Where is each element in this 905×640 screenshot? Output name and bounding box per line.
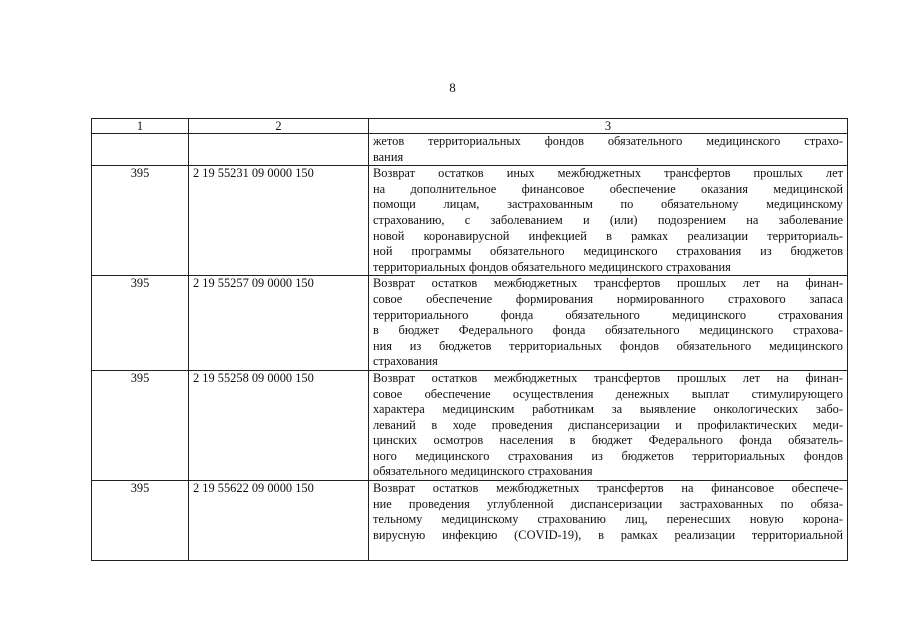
description-line: Возврат остатков межбюджетных трансфертов прошлых лет на финан-: [373, 276, 843, 291]
admin-code-cell: 395: [92, 276, 189, 371]
description-line: территориальных фондов обязательного медицинского страхования: [373, 259, 731, 274]
admin-code-cell: 395: [92, 481, 189, 561]
description-line: в бюджет Федерального фонда обязательного медицинского страхова-: [373, 323, 843, 338]
income-description-cell: [369, 134, 848, 166]
column-header-2: 2: [189, 119, 369, 134]
page-number: 8: [449, 80, 456, 95]
description-line: ние проведения углубленной диспансеризации застрахованных по обяза-: [373, 496, 843, 511]
admin-code-cell: 395: [92, 370, 189, 480]
budget-classification-code-cell: 2 19 55231 09 0000 150: [189, 166, 369, 276]
income-description-cell: [369, 481, 848, 561]
description-line: цинских осмотров населения в бюджет Федерального фонда обязатель-: [373, 433, 843, 448]
description-line: вирусную инфекцию (COVID-19), в рамках реализации территориальной: [373, 527, 843, 542]
description-line: леваний в ходе проведения диспансеризации и профилактических меди-: [373, 417, 843, 432]
admin-code-cell: [92, 134, 189, 166]
description-line: ной программы обязательного медицинского страхования из бюджетов: [373, 244, 843, 259]
description-line: Возврат остатков иных межбюджетных трансфертов прошлых лет: [373, 166, 843, 181]
table-row: [92, 370, 848, 480]
budget-codes-table: [91, 118, 848, 561]
description-line: ного медицинского страхования из бюджетов территориальных фондов: [373, 448, 843, 463]
description-line: тельному медицинскому страхованию лиц, перенесших новую корона-: [373, 512, 843, 527]
table-row: [92, 276, 848, 371]
description-line: территориального фонда обязательного медицинского страхования: [373, 307, 843, 322]
table-row: [92, 481, 848, 561]
description-line: страхованию, с заболеванием и (или) подозрением на заболевание: [373, 212, 843, 227]
table-row: [92, 134, 848, 166]
budget-classification-code-cell: 2 19 55257 09 0000 150: [189, 276, 369, 371]
description-line: обязательного медицинского страхования: [373, 464, 593, 479]
description-line: на дополнительное финансовое обеспечение оказания медицинской: [373, 181, 843, 196]
income-description-cell: [369, 370, 848, 480]
column-header-3: 3: [369, 119, 848, 134]
table-row: [92, 166, 848, 276]
description-line: новой коронавирусной инфекцией в рамках реализации территориаль-: [373, 228, 843, 243]
budget-classification-code-cell: [189, 134, 369, 166]
admin-code-cell: 395: [92, 166, 189, 276]
column-header-1: 1: [92, 119, 189, 134]
description-line: жетов территориальных фондов обязательного медицинского страхо-: [373, 134, 843, 148]
budget-classification-code-cell: 2 19 55258 09 0000 150: [189, 370, 369, 480]
table-header-row: [92, 119, 848, 134]
description-line: совое обеспечение формирования нормированного страхового запаса: [373, 291, 843, 306]
income-description-cell: [369, 166, 848, 276]
description-line: Возврат остатков межбюджетных трансфертов на финансовое обеспече-: [373, 481, 843, 496]
description-line: совое обеспечение осуществления денежных выплат стимулирующего: [373, 386, 843, 401]
description-line: страхования: [373, 354, 438, 369]
description-line: ния из бюджетов территориальных фондов обязательного медицинского: [373, 338, 843, 353]
description-line: помощи лицам, застрахованным по обязательному медицинскому: [373, 197, 843, 212]
description-line: характера медицинским работникам за выявление онкологических забо-: [373, 402, 843, 417]
budget-classification-code-cell: 2 19 55622 09 0000 150: [189, 481, 369, 561]
income-description-cell: [369, 276, 848, 371]
description-line: Возврат остатков межбюджетных трансфертов прошлых лет на финан-: [373, 370, 843, 385]
description-line: вания: [373, 149, 404, 164]
